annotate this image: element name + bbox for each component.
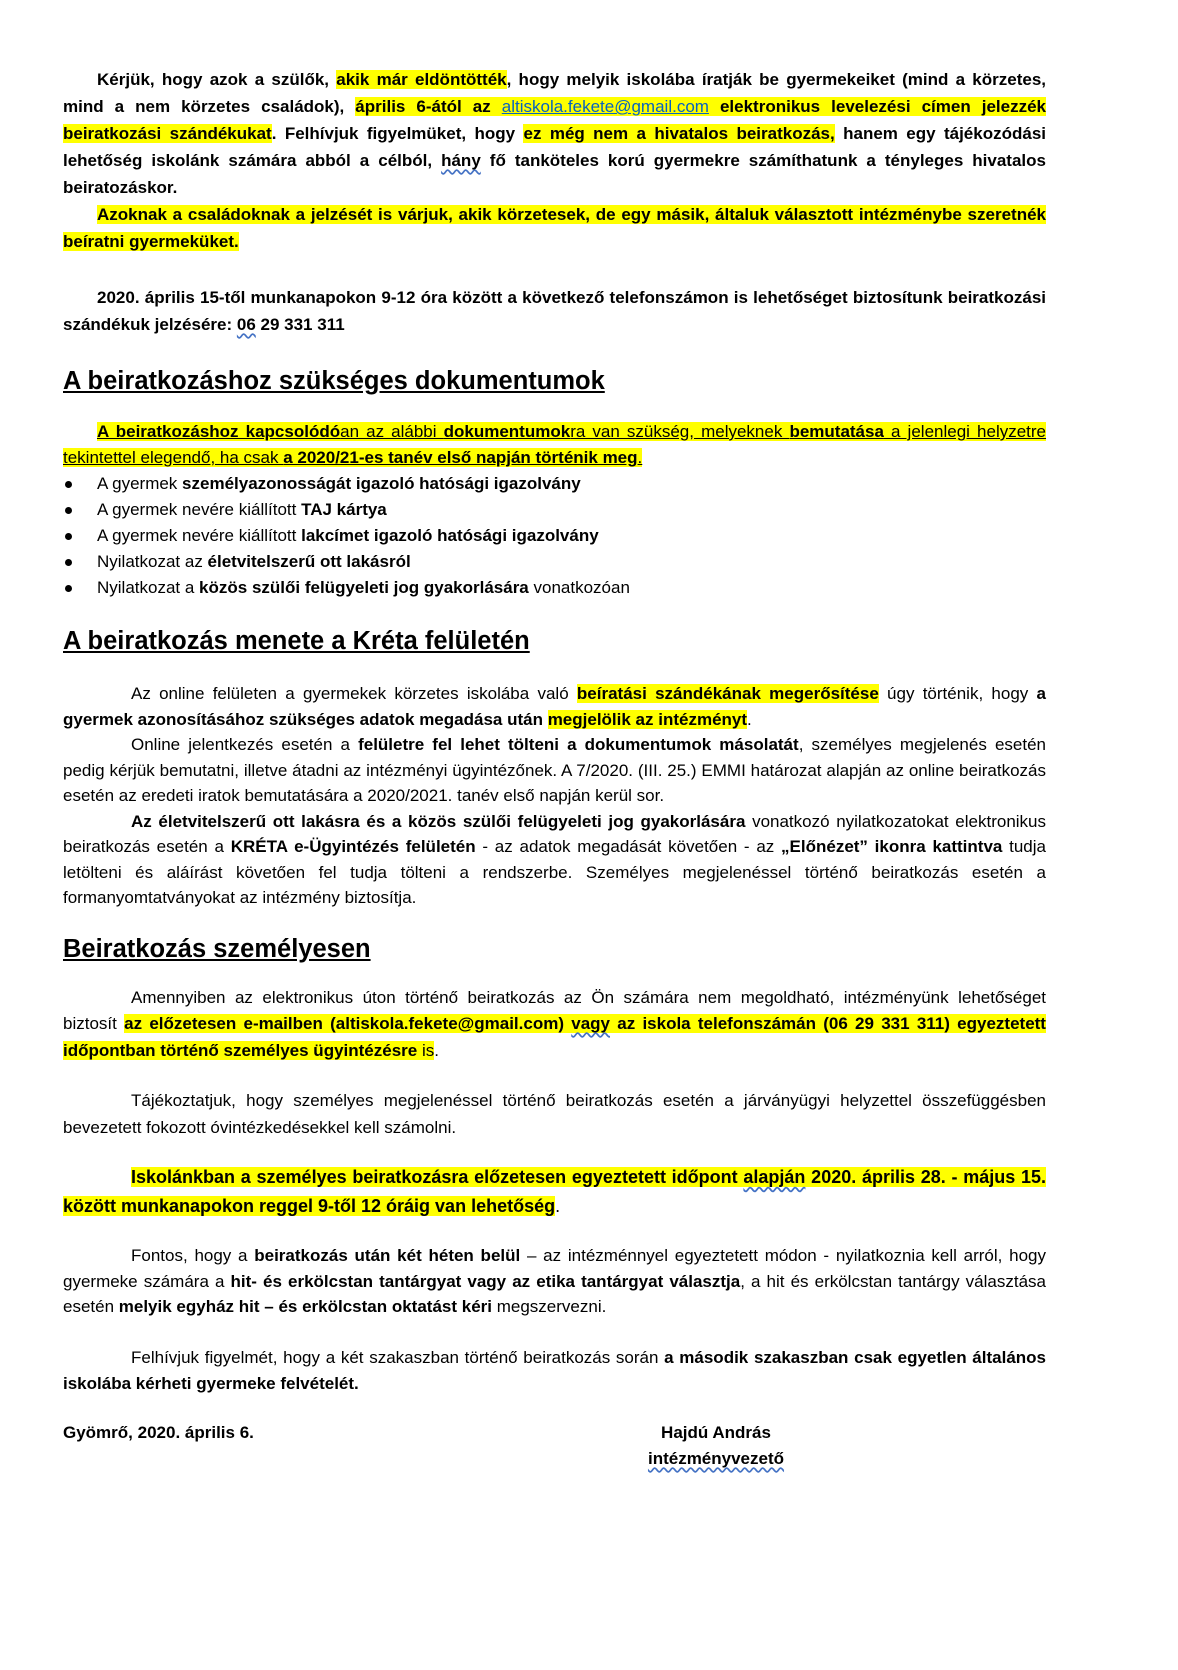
- text-run: Azoknak a családoknak a jelzését is várjuk, akik körzetesek, de egy másik, általuk választott intézménybe szeretnék beíratni gyermeküket.: [63, 205, 1046, 251]
- signatory-name: Hajdú András: [661, 1423, 771, 1442]
- text-run: tudja letölteni és aláírást követően fel tudja tölteni a rendszerbe. Személyes megjelenéssel történő beiratkozás esetén a formanyomtatványokat az intézmény biztosítja.: [63, 837, 1046, 907]
- paragraph-personal-option: [63, 985, 1046, 1065]
- paragraph-phone-info: [63, 284, 1046, 338]
- list-item: [63, 497, 1046, 523]
- heading-personal-enrollment: Beiratkozás személyesen: [63, 934, 371, 963]
- paragraph-kreta-upload: [63, 732, 1046, 809]
- text-run: , hogy melyik iskolába íratják be gyermekeiket (mind a körzetes, mind a nem körzetes családok),: [63, 70, 1046, 116]
- text-run: ra van szükség, melyeknek: [570, 422, 790, 441]
- list-item-text: [97, 578, 630, 597]
- text-run: hit- és erkölcstan tantárgyat vagy az etika tantárgyat választja: [230, 1271, 741, 1291]
- text-run: alapján: [743, 1167, 806, 1187]
- bullet-icon: [65, 559, 72, 566]
- text-run: Az életvitelszerű ott lakásra és a közös szülői felügyeleti jog gyakorlására: [131, 811, 746, 831]
- text-run: a jelenlegi helyzetre tekintettel elegendő, ha csak: [63, 422, 1047, 467]
- text-run: A gyermek: [97, 474, 183, 493]
- text-run: Felhívjuk figyelmét, hogy a két szakaszban történő beiratkozás során: [131, 1348, 665, 1367]
- text-run: Amennyiben az elektronikus úton történő beiratkozás az Ön számára nem megoldható, intézményünk lehetőséget biztosít: [63, 987, 1046, 1033]
- paragraph-documents-intro: [63, 419, 1046, 471]
- paragraph-preregistration-email: [63, 66, 1046, 201]
- text-run: 2020. április 15-től munkanapokon 9-12 óra között a következő telefonszámon is lehetőséget biztosítunk beiratkozási szándékuk jelzésére:: [63, 288, 1046, 334]
- list-item-text: [97, 500, 387, 519]
- text-run: A beiratkozáshoz kapcsolódó: [97, 422, 341, 441]
- text-run: Kérjük, hogy azok a szülők,: [97, 70, 337, 89]
- paragraph-religion-choice: [63, 1243, 1046, 1320]
- bullet-icon: [65, 481, 72, 488]
- signatory: [616, 1420, 816, 1472]
- paragraph-other-district-families: [63, 201, 1046, 255]
- bullet-icon: [65, 507, 72, 514]
- text-run: az előzetesen e-mailben (altiskola.fekete@gmail.com): [124, 1014, 572, 1033]
- text-run: , a hit és erkölcstan tantárgy választása esetén: [63, 1271, 1046, 1316]
- text-run: Online jelentkezés esetén a: [131, 735, 359, 754]
- text-run: , személyes megjelenés esetén pedig kérjük bemutatni, illetve átadni az intézményi ügyintézőnek. A 7/2020. (III. 25.) EMMI határozat alapján az online beiratkozás esetén az eredeti iratok bemutatására a 2020/2021. tanév első napján kerül sor.: [63, 735, 1046, 805]
- text-run: Fontos, hogy a: [131, 1246, 255, 1265]
- text-run: vonatkozóan: [528, 578, 630, 597]
- list-item-text: [97, 552, 411, 571]
- text-run: A gyermek nevére kiállított: [97, 526, 302, 545]
- text-run: megjelölik az intézményt: [547, 709, 748, 729]
- paragraph-second-stage: [63, 1345, 1046, 1397]
- text-run: .: [555, 1196, 561, 1216]
- documents-list: [63, 471, 1046, 601]
- text-run: a 2020/21-es tanév első napján történik meg: [283, 448, 638, 467]
- text-run: - az adatok megadását követően - az: [475, 837, 782, 856]
- text-run: Nyilatkozat a: [97, 578, 200, 597]
- paragraph-kreta-confirm: [63, 681, 1046, 732]
- paragraph-personal-safety: [63, 1088, 1046, 1141]
- text-run: megszervezni.: [492, 1297, 607, 1316]
- text-run: .: [434, 1040, 439, 1060]
- paragraph-personal-dates: [63, 1163, 1046, 1221]
- text-run: Tájékoztatjuk, hogy személyes megjelenéssel történő beiratkozás esetén a járványügyi helyzettel összefüggésben bevezetett fokozott óvintézkedésekkel kell számolni.: [63, 1091, 1046, 1137]
- email-link[interactable]: altiskola.fekete@gmail.com: [501, 97, 709, 116]
- text-run: 2020. április 28. - május 15. között munkanapokon reggel 9-től 12 óráig van lehetőség: [63, 1167, 1047, 1216]
- list-item: [63, 471, 1046, 497]
- text-run: a gyermek azonosításához szükséges adatok megadása után: [63, 684, 1046, 729]
- text-run: bemutatása: [789, 422, 884, 441]
- text-run: 06: [236, 315, 256, 334]
- text-run: an az alábbi: [340, 422, 444, 441]
- text-run: hanem egy tájékozódási lehetőség iskolánk számára abból a célból,: [63, 124, 1047, 170]
- text-run: 29 331 311: [255, 315, 345, 334]
- list-item: [63, 549, 1046, 575]
- text-run: hány: [441, 151, 481, 170]
- text-run: .: [747, 709, 752, 729]
- heading-kreta-process: A beiratkozás menete a Kréta felületén: [63, 627, 530, 655]
- text-run: életvitelszerű ott lakásról: [207, 552, 411, 571]
- text-run: Nyilatkozat az: [97, 552, 208, 571]
- text-run: beíratási szándékának megerősítése: [576, 684, 879, 703]
- bullet-icon: [65, 585, 72, 592]
- list-item-text: [97, 474, 581, 493]
- paragraph-kreta-declarations: [63, 809, 1046, 911]
- text-run: is: [417, 1040, 435, 1060]
- text-run: TAJ kártya: [301, 500, 387, 519]
- text-run: KRÉTA e-Ügyintézés felületén: [230, 837, 476, 856]
- text-run: vagy: [571, 1014, 610, 1033]
- text-run: . Felhívjuk figyelmüket, hogy: [271, 124, 524, 143]
- text-run: Az online felületen a gyermekek körzetes iskolába való: [131, 684, 577, 703]
- text-run: – az intézménnyel egyeztetett módon - nyilatkoznia kell arról, hogy gyermeke számára a: [63, 1246, 1046, 1291]
- text-run: ez még nem a hivatalos beiratkozás,: [523, 124, 835, 143]
- bullet-icon: [65, 533, 72, 540]
- signature-block: [63, 1420, 1046, 1472]
- text-run: az iskola telefonszámán (06 29 331 311) egyeztetett időpontban történő személyes ügyintézésre: [63, 1014, 1046, 1060]
- document-body: [63, 66, 1046, 1472]
- signatory-title: [616, 1446, 816, 1472]
- text-run: elektronikus levelezési címen jelezzék beiratkozási szándékukat: [63, 97, 1046, 143]
- heading-required-documents: A beiratkozáshoz szükséges dokumentumok: [63, 367, 605, 395]
- text-run: lakcímet igazoló hatósági igazolvány: [301, 526, 599, 545]
- text-run: A gyermek nevére kiállított: [97, 500, 302, 519]
- text-run: .: [637, 448, 643, 467]
- text-run: akik már eldöntötték: [336, 70, 507, 89]
- place-date: Gyömrő, 2020. április 6.: [63, 1423, 254, 1442]
- text-run: „Előnézet” ikonra kattintva: [781, 837, 1003, 856]
- list-item-text: [97, 526, 599, 545]
- text-run: a második szakaszban csak egyetlen általános iskolába kérheti gyermeke felvételét.: [63, 1348, 1046, 1393]
- text-run: felületre fel lehet tölteni a dokumentumok másolatát: [358, 735, 799, 754]
- list-item: [63, 523, 1046, 549]
- list-item: [63, 575, 1046, 601]
- text-run: beiratkozás után két héten belül: [254, 1246, 521, 1265]
- text-run: dokumentumok: [443, 422, 571, 441]
- text-run: fő tanköteles korú gyermekre számíthatunk a tényleges hivatalos beiratozáskor.: [63, 151, 1046, 197]
- text-run: úgy történik, hogy: [878, 684, 1037, 703]
- text-run: melyik egyház hit – és erkölcstan oktatást kéri: [118, 1297, 492, 1316]
- text-run: személyazonosságát igazoló hatósági igazolvány: [182, 474, 581, 493]
- text-run: közös szülői felügyeleti jog gyakorlására: [199, 578, 529, 597]
- text-run: Iskolánkban a személyes beiratkozásra előzetesen egyeztetett időpont: [131, 1167, 744, 1187]
- text-run: április 6-ától az: [355, 97, 502, 116]
- text-run: vonatkozó nyilatkozatokat elektronikus beiratkozás esetén a: [63, 811, 1047, 856]
- signatory-title-text: intézményvezető: [647, 1449, 785, 1468]
